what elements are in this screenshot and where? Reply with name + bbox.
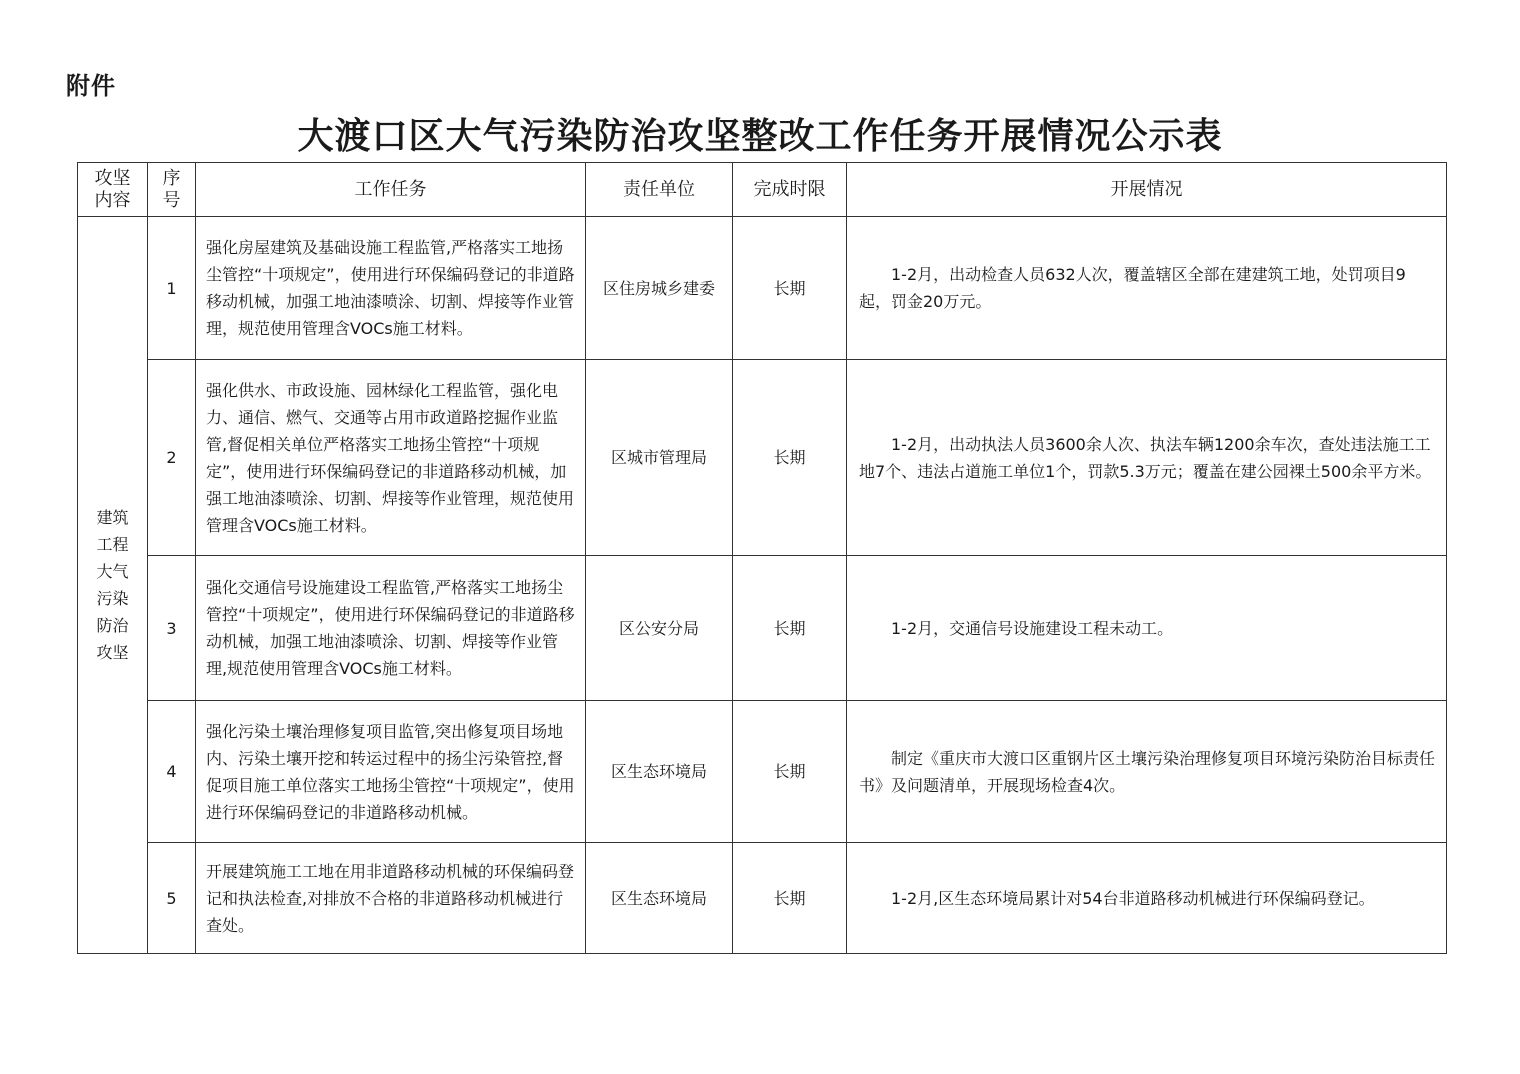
header-unit: 责任单位 <box>586 163 733 217</box>
row-unit: 区住房城乡建委 <box>586 217 733 360</box>
row-index: 3 <box>148 556 196 701</box>
document-title: 大渡口区大气污染防治攻坚整改工作任务开展情况公示表 <box>297 115 1223 157</box>
row-unit: 区生态环境局 <box>586 843 733 954</box>
table-row <box>78 360 1447 556</box>
task-table <box>77 162 1447 954</box>
header-deadline: 完成时限 <box>733 163 847 217</box>
row-status: 1-2月,区生态环境局累计对54台非道路移动机械进行环保编码登记。 <box>847 843 1447 954</box>
header-index: 序号 <box>148 163 196 217</box>
row-status: 制定《重庆市大渡口区重钢片区土壤污染治理修复项目环境污染防治目标责任书》及问题清单，开展现场检查4次。 <box>847 701 1447 843</box>
row-status: 1-2月，出动检查人员632人次，覆盖辖区全部在建建筑工地，处罚项目9起，罚金20万元。 <box>847 217 1447 360</box>
row-status: 1-2月，交通信号设施建设工程未动工。 <box>847 556 1447 701</box>
row-unit: 区公安分局 <box>586 556 733 701</box>
row-deadline: 长期 <box>733 556 847 701</box>
row-unit: 区生态环境局 <box>586 701 733 843</box>
row-deadline: 长期 <box>733 217 847 360</box>
category-text: 建筑工程大气污染防治攻坚 <box>96 508 129 662</box>
table-row <box>78 556 1447 701</box>
row-deadline: 长期 <box>733 360 847 556</box>
row-unit: 区城市管理局 <box>586 360 733 556</box>
header-category: 攻坚内容 <box>78 163 148 217</box>
row-task: 开展建筑施工工地在用非道路移动机械的环保编码登记和执法检查,对排放不合格的非道路移动机械进行查处。 <box>196 843 586 954</box>
row-task: 强化房屋建筑及基础设施工程监管,严格落实工地扬尘管控“十项规定”，使用进行环保编码登记的非道路移动机械，加强工地油漆喷涂、切割、焊接等作业管理，规范使用管理含VOCs施工材料。 <box>196 217 586 360</box>
row-index: 1 <box>148 217 196 360</box>
table-row <box>78 843 1447 954</box>
row-deadline: 长期 <box>733 701 847 843</box>
row-task: 强化交通信号设施建设工程监管,严格落实工地扬尘管控“十项规定”，使用进行环保编码登记的非道路移动机械，加强工地油漆喷涂、切割、焊接等作业管理,规范使用管理含VOCs施工材料。 <box>196 556 586 701</box>
category-cell <box>78 217 148 954</box>
row-index: 2 <box>148 360 196 556</box>
header-status: 开展情况 <box>847 163 1447 217</box>
table-row <box>78 701 1447 843</box>
attachment-label: 附件 <box>66 72 116 100</box>
table-row <box>78 217 1447 360</box>
header-task: 工作任务 <box>196 163 586 217</box>
row-status: 1-2月，出动执法人员3600余人次、执法车辆1200余车次，查处违法施工工地7个、违法占道施工单位1个，罚款5.3万元；覆盖在建公园裸土500余平方米。 <box>847 360 1447 556</box>
table-header-row <box>78 163 1447 217</box>
row-task: 强化供水、市政设施、园林绿化工程监管，强化电力、通信、燃气、交通等占用市政道路挖掘作业监管,督促相关单位严格落实工地扬尘管控“十项规定”，使用进行环保编码登记的非道路移动机械，加强工地油漆喷涂、切割、焊接等作业管理，规范使用管理含VOCs施工材料。 <box>196 360 586 556</box>
row-deadline: 长期 <box>733 843 847 954</box>
row-index: 4 <box>148 701 196 843</box>
row-index: 5 <box>148 843 196 954</box>
row-task: 强化污染土壤治理修复项目监管,突出修复项目场地内、污染土壤开挖和转运过程中的扬尘污染管控,督促项目施工单位落实工地扬尘管控“十项规定”，使用进行环保编码登记的非道路移动机械。 <box>196 701 586 843</box>
